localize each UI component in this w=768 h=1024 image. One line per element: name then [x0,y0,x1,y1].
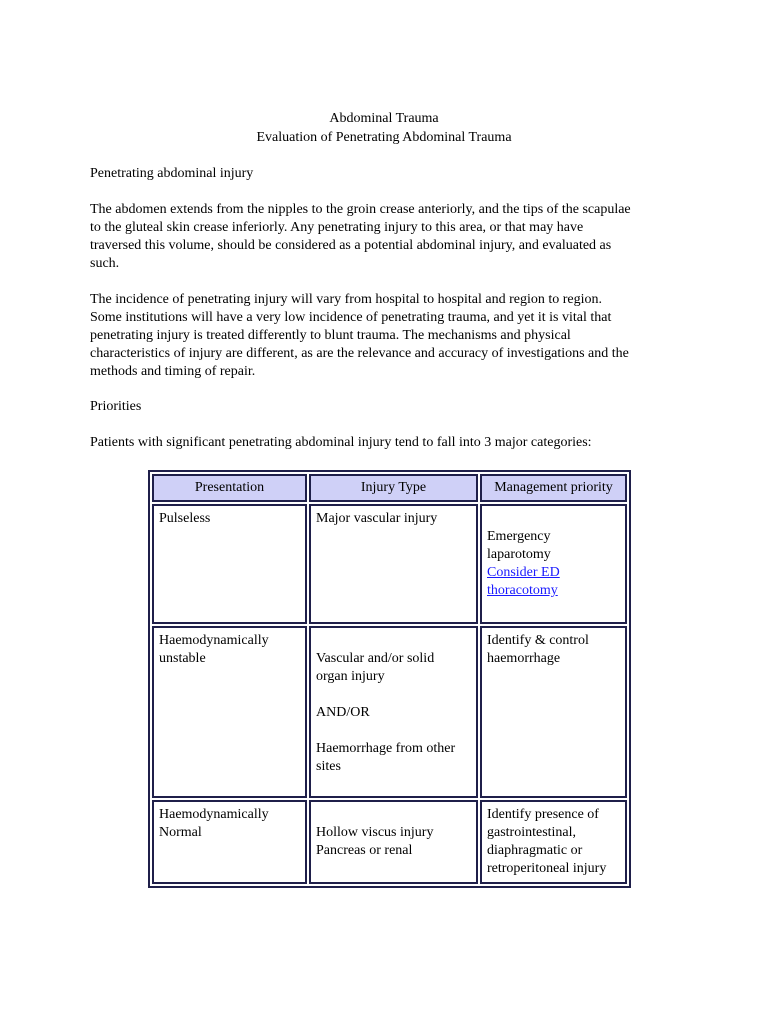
cell-presentation [152,504,307,624]
header-management-priority: Management priority [480,474,627,502]
cell-text: unstable [159,651,206,666]
paragraph-line: characteristics of injury are different, as are the relevance and accuracy of investigations and the [90,346,629,361]
document-title [90,110,678,148]
table-row [152,626,627,798]
cell-text: Identify presence of [487,807,599,822]
cell-text: Pancreas or renal [316,843,413,858]
cell-text: Emergency [487,529,551,544]
cell-text: organ injury [316,669,385,684]
table-row [152,504,627,624]
cell-presentation [152,626,307,798]
table-header-row [152,474,627,502]
categories-table [148,470,631,888]
cell-injury-type [309,800,478,884]
cell-injury-type [309,626,478,798]
heading-priorities: Priorities [90,399,142,414]
cell-text: Normal [159,825,202,840]
cell-text: diaphragmatic or [487,843,583,858]
cell-text: sites [316,759,341,774]
paragraph-line: The incidence of penetrating injury will vary from hospital to hospital and region to region. [90,292,603,307]
cell-text: Major vascular injury [316,511,438,526]
table-row [152,800,627,884]
consider-ed-thoracotomy-link[interactable] [487,565,560,598]
cell-text: Haemodynamically [159,633,269,648]
paragraph-line: to the gluteal skin crease inferiorly. Any penetrating injury to this area, or that may have [90,220,584,235]
paragraph-line: penetrating injury is treated differently to blunt trauma. The mechanisms and physical [90,328,571,343]
paragraph-line: methods and timing of repair. [90,364,256,379]
spacer [487,510,621,528]
cell-text: gastrointestinal, [487,825,577,840]
cell-text: AND/OR [316,705,370,720]
cell-management [480,626,627,798]
spacer [316,686,472,704]
heading-penetrating-injury: Penetrating abdominal injury [90,166,254,181]
cell-text: laparotomy [487,547,551,562]
paragraph-line: Some institutions will have a very low incidence of penetrating trauma, and yet it is vital that [90,310,612,325]
cell-text: retroperitoneal injury [487,861,607,876]
spacer [316,806,472,824]
spacer [316,632,472,650]
cell-presentation [152,800,307,884]
cell-text: Haemodynamically [159,807,269,822]
cell-text: Vascular and/or solid [316,651,435,666]
paragraph-line: traversed this volume, should be considered as a potential abdominal injury, and evaluated as [90,238,612,253]
cell-management [480,800,627,884]
cell-injury-type [309,504,478,624]
title-line-2: Evaluation of Penetrating Abdominal Trauma [256,130,512,145]
paragraph-incidence [90,291,680,381]
header-presentation: Presentation [152,474,307,502]
header-injury-type: Injury Type [309,474,478,502]
link-text: Consider ED [487,565,560,580]
cell-text: Identify & control [487,633,589,648]
cell-text: Haemorrhage from other [316,741,456,756]
link-text: thoracotomy [487,583,558,598]
cell-management [480,504,627,624]
cell-text: Pulseless [159,511,211,526]
cell-text: Hollow viscus injury [316,825,434,840]
paragraph-line: such. [90,256,120,271]
cell-text: haemorrhage [487,651,561,666]
spacer [316,722,472,740]
paragraph-abdomen-extent [90,201,680,273]
paragraph-categories: Patients with significant penetrating abdominal injury tend to fall into 3 major categories: [90,435,592,450]
title-line-1: Abdominal Trauma [329,111,439,126]
paragraph-line: The abdomen extends from the nipples to the groin crease anteriorly, and the tips of the scapulae [90,202,631,217]
